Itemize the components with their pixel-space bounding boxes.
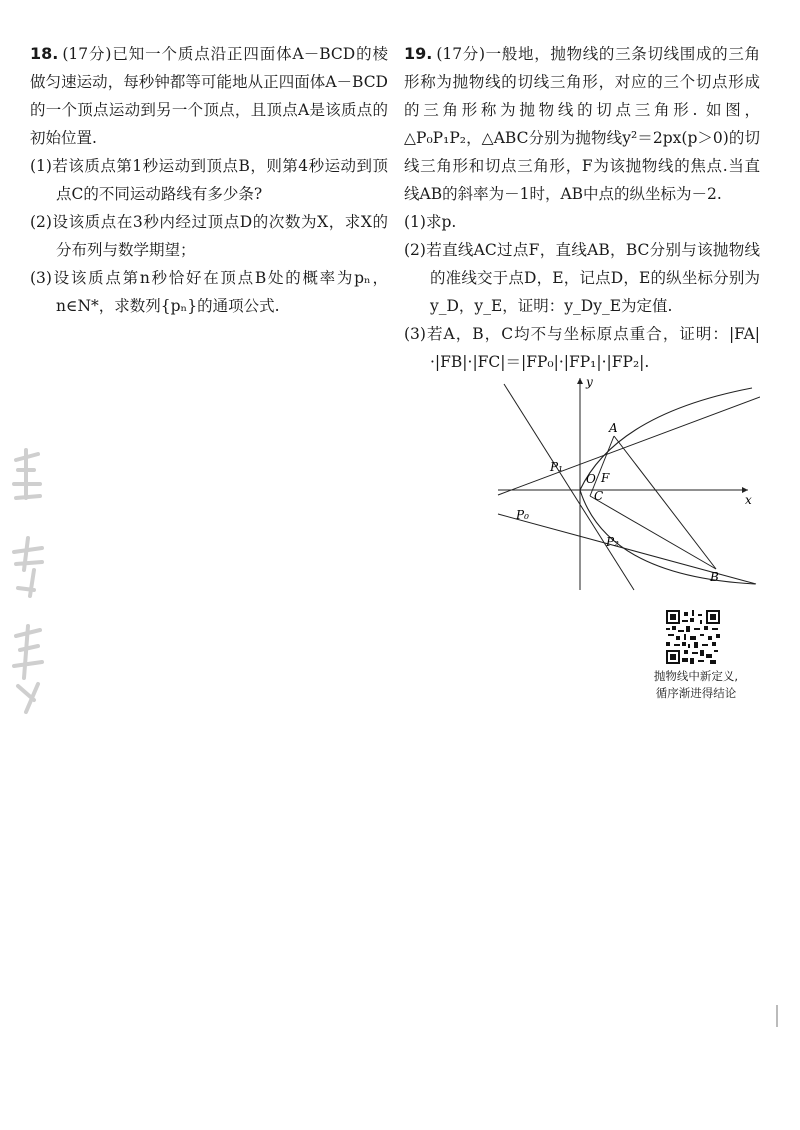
q19-stem (404, 40, 760, 208)
question-19 (404, 40, 760, 376)
q18-part-3: (3)设该质点第n秒恰好在顶点B处的概率为pₙ，n∈N*，求数列{pₙ}的通项公式. (30, 269, 388, 315)
q18-part-1: (1)若该质点第1秒运动到顶点B，则第4秒运动到顶点C的不同运动路线有多少条? (30, 157, 388, 203)
label-y: y (586, 375, 593, 389)
question-18 (30, 40, 388, 320)
q18-part-2: (2)设该质点在3秒内经过顶点D的次数为X，求X的分布列与数学期望； (30, 213, 388, 259)
chord-AC (590, 436, 614, 496)
tangent-line-C (504, 384, 634, 590)
parabola-figure (490, 372, 760, 597)
label-x: x (745, 493, 752, 507)
q19-part-3: (3)若A，B，C均不与坐标原点重合，证明：|FA|·|FB|·|FC|＝|FP₀|·|FP₁|·|FP₂|. (404, 325, 760, 371)
label-O: O (586, 472, 596, 486)
tangent-line-A (498, 397, 760, 495)
q19-number: 19. (404, 44, 433, 63)
parabola-curve (580, 388, 755, 584)
watermark-graphic (4, 440, 54, 740)
label-C: C (594, 489, 604, 503)
qr-code-icon[interactable] (666, 610, 720, 664)
qr-caption (636, 668, 756, 702)
chord-CB (590, 496, 716, 569)
label-P1: P₁ (550, 460, 563, 474)
label-A: A (609, 421, 618, 435)
q18-stem-text: (17分)已知一个质点沿正四面体A－BCD的棱做匀速运动，每秒钟都等可能地从正四面体A－BCD的一个顶点运动到另一个顶点，且顶点A是该质点的初始位置. (30, 45, 388, 147)
q19-part-2: (2)若直线AC过点F，直线AB，BC分别与该抛物线的准线交于点D，E，记点D，E的纵坐标分别为y_D，y_E，证明：y_Dy_E为定值. (404, 241, 760, 315)
q19-part-1: (1)求p. (404, 213, 457, 231)
label-F: F (601, 471, 610, 485)
label-B: B (710, 570, 719, 584)
label-P0: P₀ (516, 508, 529, 522)
qr-caption-line-1: 抛物线中新定义, (653, 669, 739, 683)
q18-stem (30, 40, 388, 152)
q19-stem-text: (17分)一般地，抛物线的三条切线围成的三角形称为抛物线的切线三角形，对应的三个切点形成的三角形称为抛物线的切点三角形. 如图，△P₀P₁P₂，△ABC分别为抛物线y²＝2px(p＞0)的切线三角形和切点三角形，F为该抛物线的焦点.当直线AB的斜率为－1时，AB中点的纵坐标为－2. (404, 45, 760, 203)
q18-number: 18. (30, 44, 59, 63)
label-P2: P₂ (606, 535, 619, 549)
chord-AB (614, 436, 716, 569)
edge-mark (776, 1005, 778, 1027)
qr-caption-line-2: 循序渐进得结论 (655, 686, 737, 700)
